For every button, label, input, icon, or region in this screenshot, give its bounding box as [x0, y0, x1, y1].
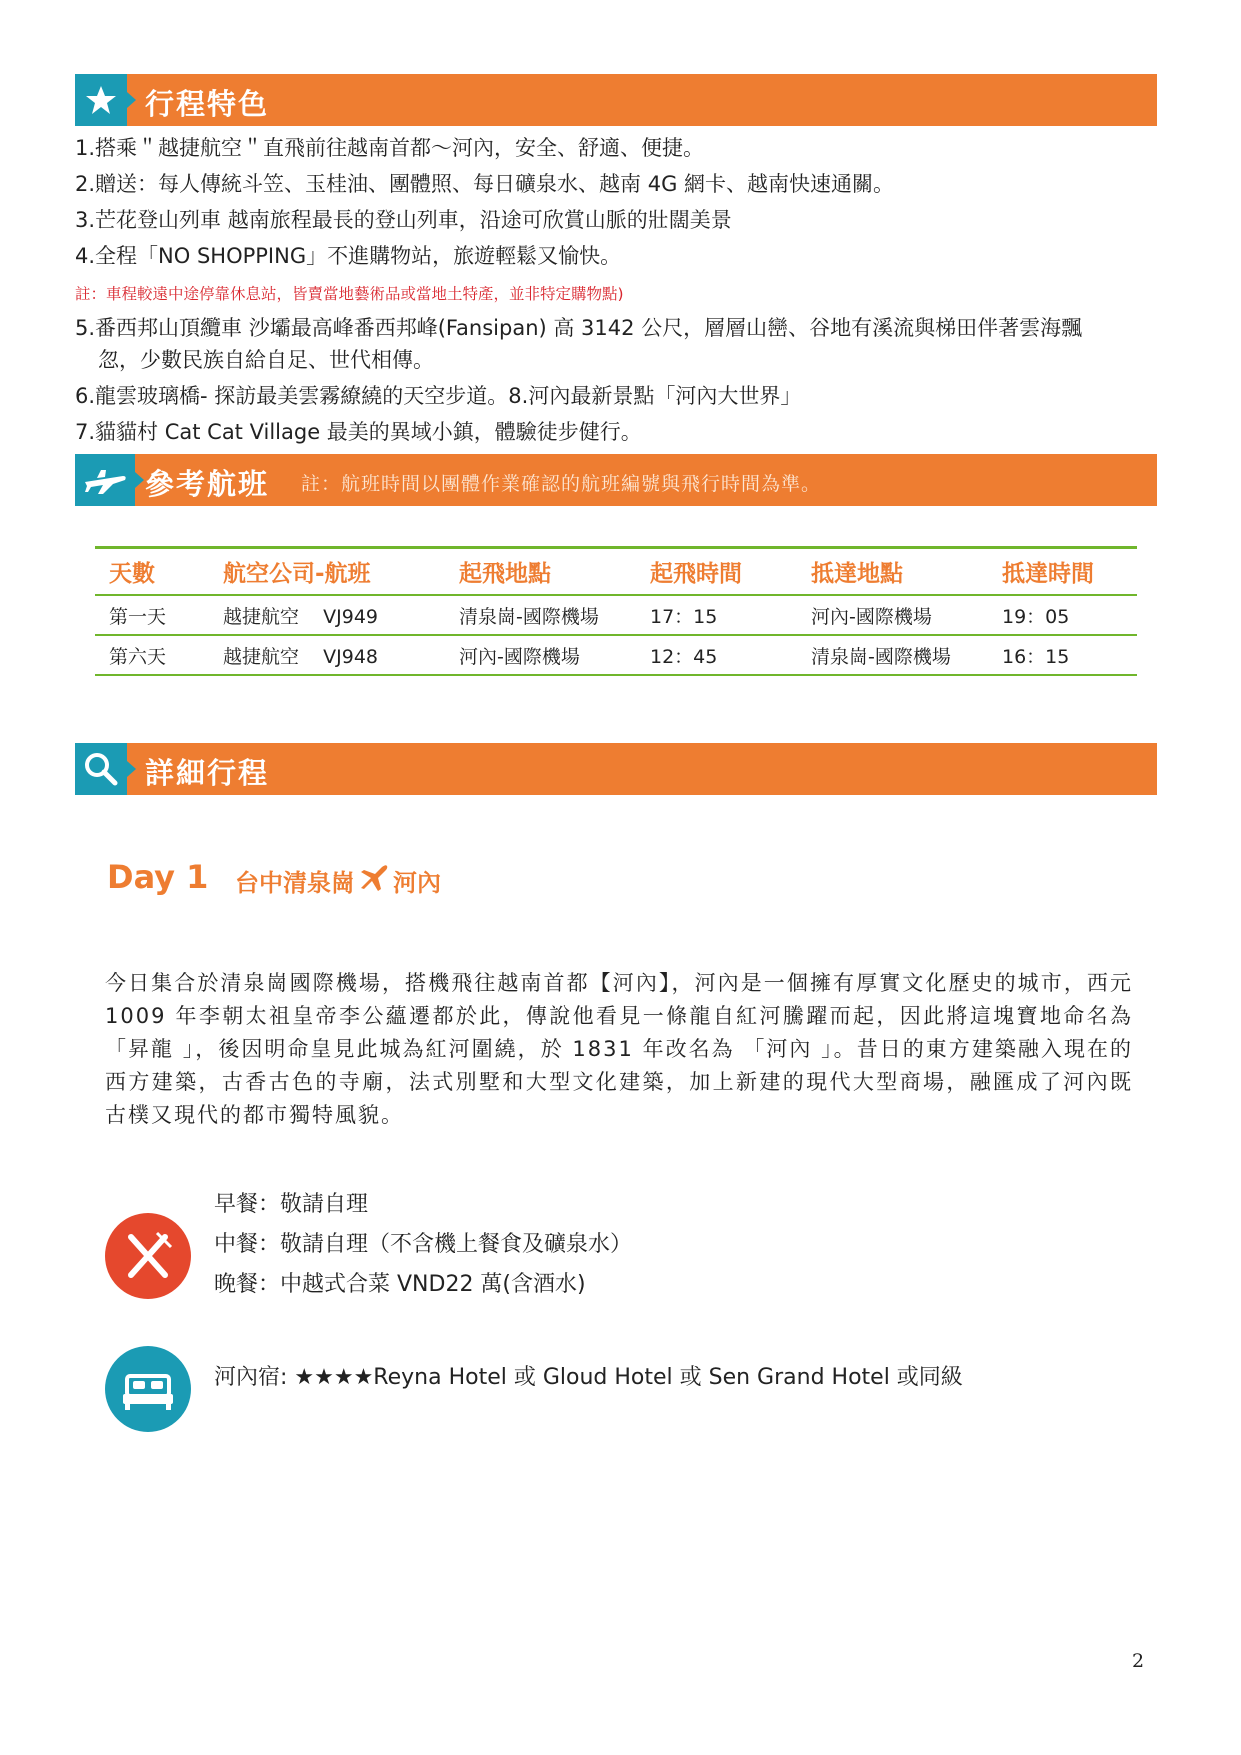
table-cell: 河內-國際機場 [445, 635, 636, 675]
table-cell: 第一天 [95, 595, 209, 635]
page-number: 2 [1132, 1650, 1145, 1672]
meal-dinner: 晚餐：中越式合菜 VND22 萬(含酒水) [214, 1272, 586, 1297]
table-cell: 19：05 [988, 595, 1137, 635]
feature-item: 2.贈送：每人傳統斗笠、玉桂油、團體照、每日礦泉水、越南 4G 網卡、越南快速通關。 [75, 172, 895, 196]
table-cell: 清泉崗-國際機場 [797, 635, 988, 675]
column-header: 航空公司-航班 [209, 548, 445, 596]
table-cell: 越捷航空 VJ948 [209, 635, 445, 675]
column-header: 天數 [95, 548, 209, 596]
flights-banner [75, 454, 1157, 506]
day-description: 今日集合於清泉崗國際機場，搭機飛往越南首都【河內】，河內是一個擁有厚實文化歷史的城市，西元 1009 年李朝太祖皇帝李公蘊遷都於此，傳說他看見一條龍自紅河騰躍而起，因此將這塊寶地命名為「昇龍 」，後因明命皇見此城為紅河圍繞，於 1831 年改名為 「河內 」。昔日的東方建築融入現在的西方建築，古香古色的寺廟，法式別墅和大型文化建築，加上新建的現代大型商場，融匯成了河內既古樸又現代的都市獨特風貌。 [105, 971, 1133, 1127]
feature-item: 3.芒花登山列車 越南旅程最長的登山列車，沿途可欣賞山脈的壯闊美景 [75, 208, 732, 232]
route-to: 河內 [393, 868, 441, 897]
feature-item: 6.龍雲玻璃橋- 探訪最美雲霧繚繞的天空步道。8.河內最新景點「河內大世界」 [75, 384, 802, 408]
column-header: 抵達時間 [988, 548, 1137, 596]
flights-title: 參考航班 [145, 467, 270, 501]
day-route [235, 862, 441, 898]
bed-icon [105, 1346, 191, 1432]
table-row [95, 595, 1137, 635]
feature-item: 忽，少數民族自給自足、世代相傳。 [98, 348, 434, 372]
column-header: 起飛時間 [636, 548, 797, 596]
column-header: 抵達地點 [797, 548, 988, 596]
table-cell: 清泉崗-國際機場 [445, 595, 636, 635]
feature-item: 1.搭乘＂越捷航空＂直飛前往越南首都～河內，安全、舒適、便捷。 [75, 136, 705, 160]
table-cell: 河內-國際機場 [797, 595, 988, 635]
airplane-icon [357, 862, 391, 898]
table-cell: 第六天 [95, 635, 209, 675]
feature-item: 4.全程「NO SHOPPING」不進購物站，旅遊輕鬆又愉快。 [75, 244, 622, 268]
table-cell: 越捷航空 VJ949 [209, 595, 445, 635]
table-cell: 16：15 [988, 635, 1137, 675]
day-label: Day 1 [107, 858, 209, 896]
table-cell: 12：45 [636, 635, 797, 675]
itinerary-title: 詳細行程 [145, 756, 270, 790]
itinerary-banner [75, 743, 1157, 795]
meal-lunch: 中餐：敬請自理（不含機上餐食及礦泉水） [214, 1232, 633, 1257]
cutlery-icon [105, 1213, 191, 1299]
route-from: 台中清泉崗 [235, 868, 355, 897]
table-cell: 17：15 [636, 595, 797, 635]
feature-item: 7.貓貓村 Cat Cat Village 最美的異域小鎮，體驗徒步健行。 [75, 420, 642, 444]
star-icon [75, 74, 127, 126]
column-header: 起飛地點 [445, 548, 636, 596]
hotel-info: 河內宿: ★★★★Reyna Hotel 或 Gloud Hotel 或 Sen Grand Hotel 或同級 [214, 1365, 963, 1390]
table-row [95, 635, 1137, 675]
features-title: 行程特色 [145, 87, 270, 121]
feature-item: 5.番西邦山頂纜車 沙壩最高峰番西邦峰(Fansipan) 高 3142 公尺，層層山巒、谷地有溪流與梯田伴著雲海飄 [75, 316, 1083, 340]
flights-note: 註：航班時間以團體作業確認的航班編號與飛行時間為準。 [301, 473, 822, 495]
airplane-icon [75, 454, 135, 506]
meal-breakfast: 早餐：敬請自理 [214, 1192, 369, 1217]
feature-note: 註：車程較遠中途停靠休息站，皆賣當地藝術品或當地土特產，並非特定購物點) [75, 285, 624, 303]
features-banner [75, 74, 1157, 126]
magnifier-icon [75, 743, 127, 795]
table-header-row [95, 548, 1137, 596]
flight-table [95, 546, 1137, 676]
